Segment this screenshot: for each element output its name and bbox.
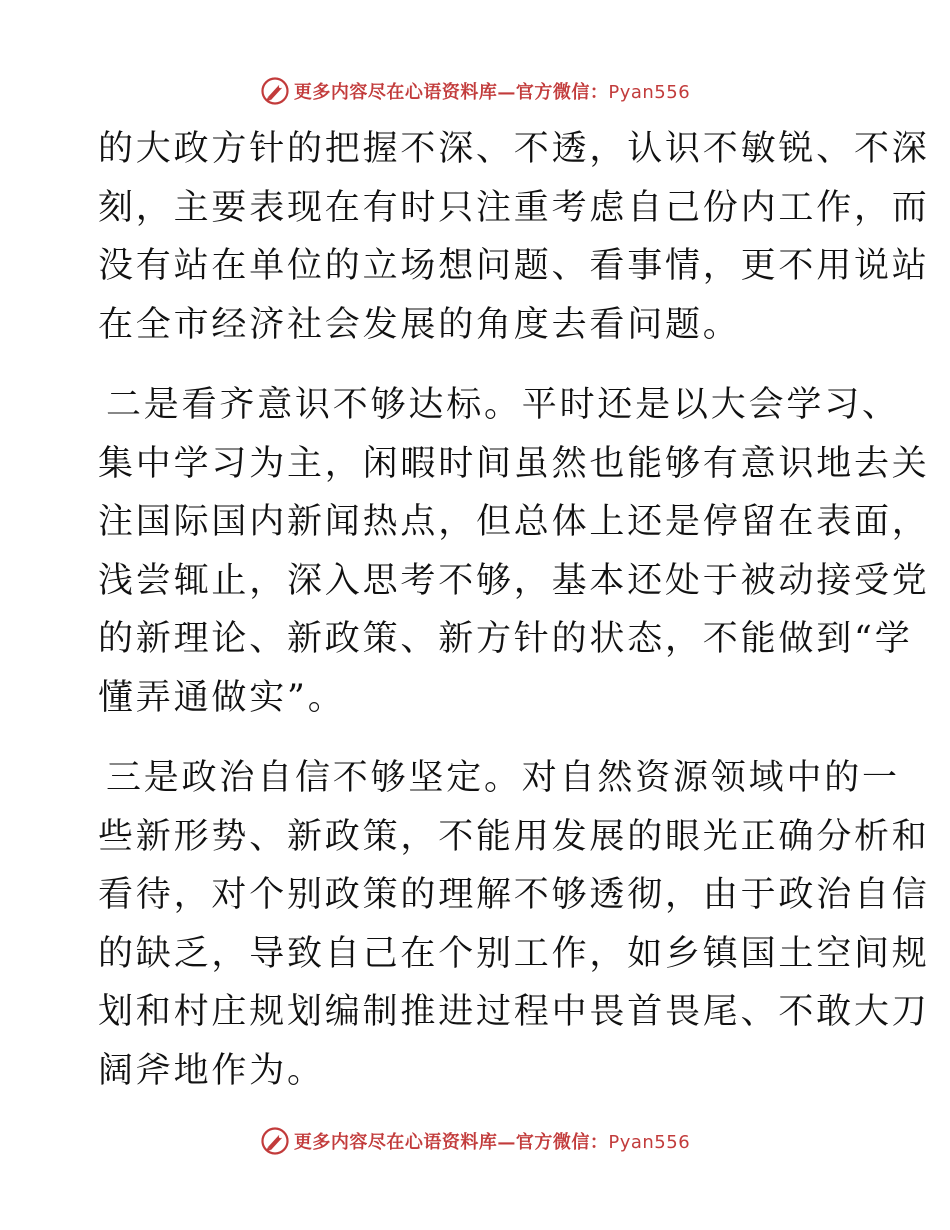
pen-logo-icon — [260, 1126, 290, 1156]
text-line: 阔斧地作为。 — [98, 1050, 325, 1091]
text-line: 集中学习为主，闲暇时间虽然也能够有意识地去关 — [98, 443, 930, 484]
paragraph — [98, 749, 930, 1100]
text-line: 在全市经济社会发展的角度去看问题。 — [98, 304, 741, 345]
paragraph — [98, 376, 930, 727]
text-line: 的大政方针的把握不深、不透，认识不敏锐、不深 — [98, 129, 930, 169]
text-line: 浅尝辄止，深入思考不够，基本还处于被动接受党 — [98, 560, 930, 601]
text-line: 懂弄通做实”。 — [98, 677, 346, 718]
pen-logo-icon — [260, 76, 290, 106]
banner-text: 更多内容尽在心语资料库—官方微信：Pyan556 — [293, 82, 691, 103]
text-line: 看待，对个别政策的理解不够透彻，由于政治自信 — [98, 875, 930, 915]
text-line: 些新形势、新政策，不能用发展的眼光正确分析和 — [98, 816, 930, 857]
text-line: 划和村庄规划编制推进过程中畏首畏尾、不敢大刀 — [98, 992, 930, 1032]
text-line: 刻，主要表现在有时只注重考虑自己份内工作，而 — [98, 187, 930, 228]
text-line: 注国际国内新闻热点，但总体上还是停留在表面， — [98, 502, 930, 542]
document-body — [98, 120, 930, 1122]
text-line: 没有站在单位的立场想问题、看事情，更不用说站 — [98, 246, 930, 286]
banner-text: 更多内容尽在心语资料库—官方微信：Pyan556 — [293, 1132, 691, 1153]
text-line: 三是政治自信不够坚定。对自然资源领域中的一 — [106, 758, 900, 798]
text-line: 的缺乏，导致自己在个别工作，如乡镇国土空间规 — [98, 933, 930, 974]
paragraph — [98, 120, 930, 354]
footer-banner — [0, 1124, 950, 1158]
header-banner — [0, 74, 950, 108]
text-line: 二是看齐意识不够达标。平时还是以大会学习、 — [106, 385, 900, 425]
text-line: 的新理论、新政策、新方针的状态，不能做到“学 — [98, 619, 913, 659]
